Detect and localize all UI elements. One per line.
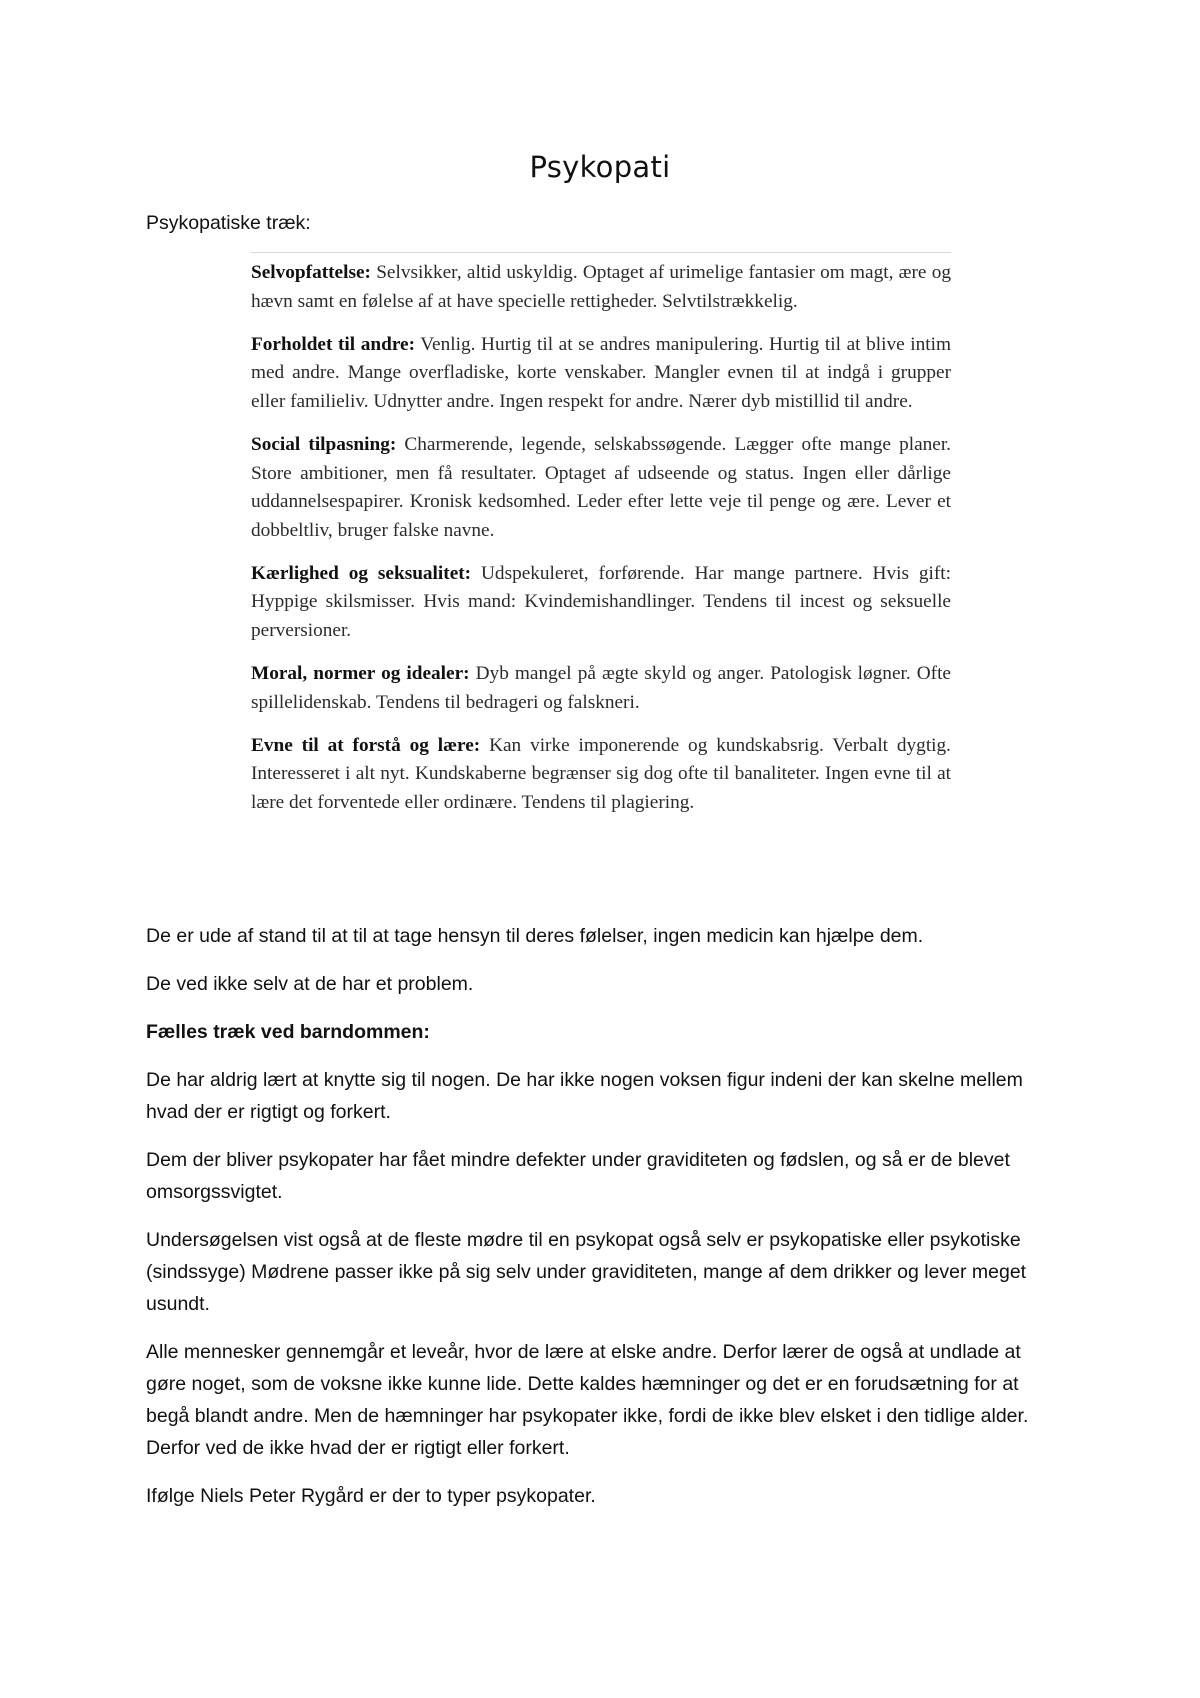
body-paragraph: De ved ikke selv at de har et problem. bbox=[146, 973, 474, 995]
trait-text: Dyb mangel på ægte skyld og anger. Patologisk løgner. Ofte spillelidenskab. Tendens til bedrageri og falskneri. bbox=[251, 663, 951, 713]
trait-paragraph bbox=[251, 259, 951, 316]
trait-paragraph bbox=[251, 732, 951, 818]
trait-term: Social tilpasning: bbox=[251, 433, 397, 455]
trait-term: Moral, normer og idealer: bbox=[251, 663, 470, 685]
body-paragraph: Alle mennesker gennemgår et leveår, hvor de lære at elske andre. Derfor lærer de også at undlade at gøre noget, som de voksne ikke kunne lide. Dette kaldes hæmninger og det er en forudsætning for at begå blandt andre. Men de hæmninger har psykopater ikke, fordi de ikke blev elsket i den tidlige alder. Derfor ved de ikke hvad der er rigtigt eller forkert. bbox=[146, 1341, 1029, 1459]
trait-text: Selvsikker, altid uskyldig. Optaget af urimelige fantasier om magt, ære og hævn samt en følelse af at have specielle rettigheder. Selvtilstrækkelig. bbox=[251, 262, 951, 312]
trait-term: Selvopfattelse: bbox=[251, 262, 371, 283]
trait-text: Venlig. Hurtig til at se andres manipulering. Hurtig til at blive intim med andre. Mange overfladiske, korte venskaber. Mangler evnen til at indgå i grupper eller familieliv. Udnytter andre. Ingen respekt for andre. Nærer dyb mistillid til andre. bbox=[251, 333, 951, 412]
body-paragraph: De har aldrig lært at knytte sig til nogen. De har ikke nogen voksen figur indeni der kan skelne mellem hvad der er rigtigt og forkert. bbox=[146, 1069, 1023, 1123]
trait-excerpt-image bbox=[251, 252, 951, 832]
subheading: Psykopatiske træk: bbox=[146, 212, 311, 234]
trait-text: Kan virke imponerende og kundskabsrig. Verbalt dygtig. Interesseret i alt nyt. Kundskaberne begrænser sig dog ofte til banaliteter. Ingen evne til at lære det forventede eller ordinære. Tendens til plagiering. bbox=[251, 734, 951, 813]
body-paragraph: Ifølge Niels Peter Rygård er der to typer psykopater. bbox=[146, 1485, 596, 1507]
body-paragraph: De er ude af stand til at til at tage hensyn til deres følelser, ingen medicin kan hjælpe dem. bbox=[146, 925, 924, 947]
trait-paragraph bbox=[251, 660, 951, 717]
document-title: Psykopati bbox=[529, 150, 671, 184]
trait-paragraph bbox=[251, 431, 951, 545]
body-paragraph: Undersøgelsen vist også at de fleste mødre til en psykopat også selv er psykopatiske eller psykotiske (sindssyge) Mødrene passer ikke på sig selv under graviditeten, mange af dem drikker og lever meget usundt. bbox=[146, 1229, 1027, 1315]
trait-paragraph bbox=[251, 331, 951, 417]
trait-term: Forholdet til andre: bbox=[251, 333, 416, 355]
trait-text: Charmerende, legende, selskabssøgende. Lægger ofte mange planer. Store ambitioner, men få resultater. Optaget af udseende og status. Ingen eller dårlige uddannelsespapirer. Kronisk kedsomhed. Leder efter lette veje til penge og ære. Lever et dobbeltliv, bruger falske navne. bbox=[251, 433, 951, 541]
trait-term: Evne til at forstå og lære: bbox=[251, 734, 481, 756]
body-text bbox=[146, 920, 1066, 1528]
section-heading: Fælles træk ved barndommen: bbox=[146, 1021, 430, 1043]
trait-term: Kærlighed og seksualitet: bbox=[251, 562, 472, 584]
trait-paragraph bbox=[251, 560, 951, 646]
body-paragraph: Dem der bliver psykopater har fået mindre defekter under graviditeten og fødslen, og så er de blevet omsorgssvigtet. bbox=[146, 1149, 1010, 1203]
trait-text: Udspekuleret, forførende. Har mange partnere. Hvis gift: Hyppige skilsmisser. Hvis mand: Kvindemishandlinger. Tendens til incest og seksuelle perversioner. bbox=[251, 562, 952, 642]
